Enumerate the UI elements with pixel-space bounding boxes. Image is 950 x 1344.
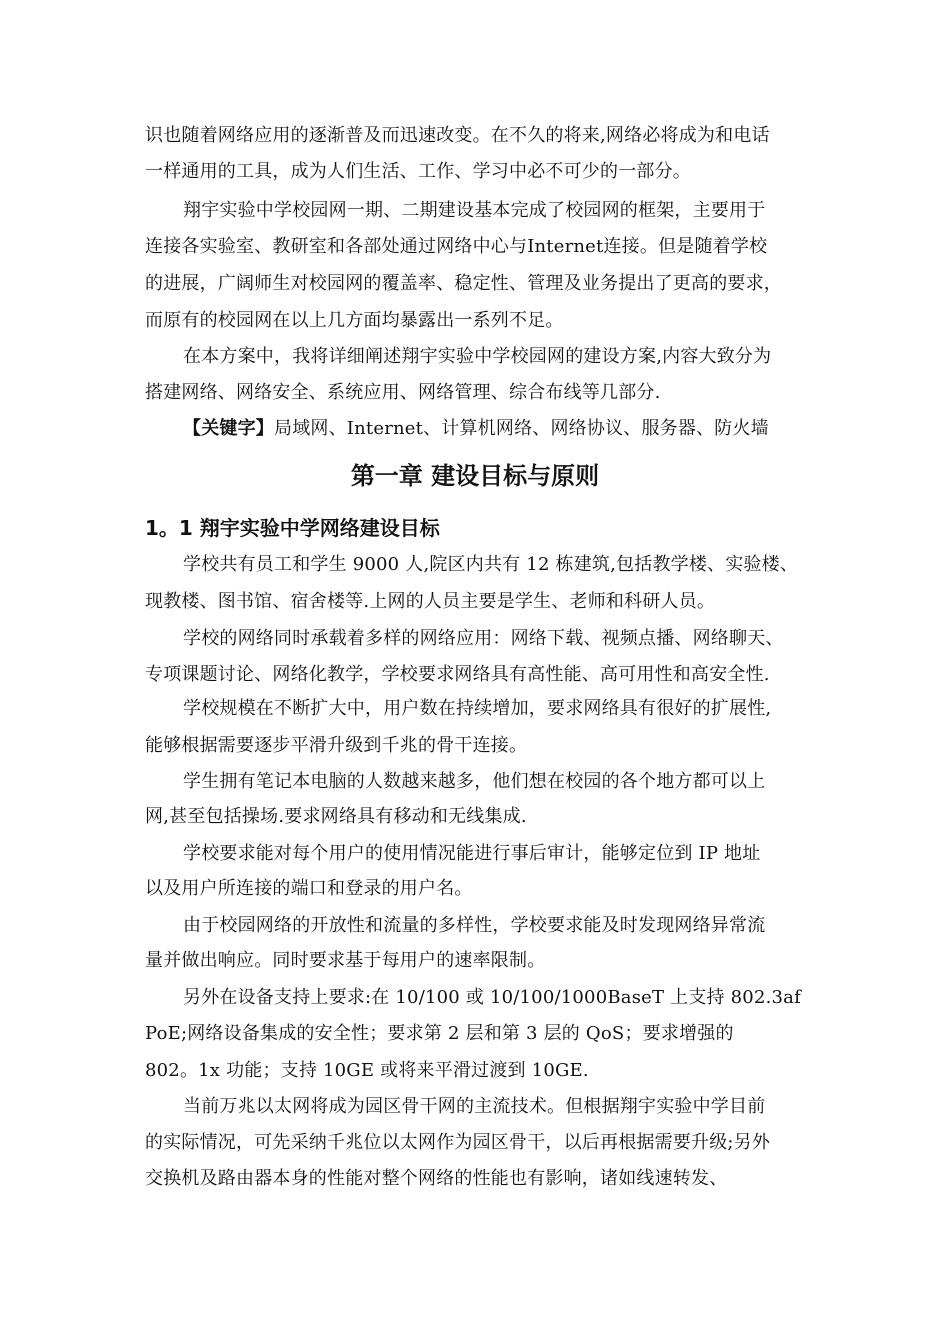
text-line: 在本方案中，我将详细阐述翔宇实验中学校园网的建设方案,内容大致分为: [183, 346, 772, 367]
text-line: 由于校园网络的开放性和流量的多样性，学校要求能及时发现网络异常流: [183, 915, 766, 936]
text-line: 学校规模在不断扩大中，用户数在持续增加，要求网络具有很好的扩展性,: [183, 698, 772, 719]
chapter-title: 第一章 建设目标与原则: [350, 462, 600, 490]
text-line: 网,甚至包括操场.要求网络具有移动和无线集成.: [145, 806, 527, 827]
text-line: 另外在设备支持上要求:在 10/100 或 10/100/1000BaseT 上支持 802.3af: [183, 987, 801, 1008]
text-line: 而原有的校园网在以上几方面均暴露出一系列不足。: [145, 310, 564, 331]
text-line: 搭建网络、网络安全、系统应用、网络管理、综合布线等几部分.: [145, 382, 661, 403]
text-line: 802。1x 功能；支持 10GE 或将来平滑过渡到 10GE.: [145, 1060, 589, 1081]
text-line: 以及用户所连接的端口和登录的用户名。: [145, 878, 473, 899]
text-line: 学校共有员工和学生 9000 人,院区内共有 12 栋建筑,包括教学楼、实验楼、: [183, 554, 799, 575]
text-line: 学校的网络同时承载着多样的网络应用：网络下载、视频点播、网络聊天、: [183, 628, 784, 649]
text-line: 识也随着网络应用的逐渐普及而迅速改变。在不久的将来,网络必将成为和电话: [145, 125, 770, 146]
text-line: 翔宇实验中学校园网一期、二期建设基本完成了校园网的框架，主要用于: [183, 200, 766, 221]
section-title: 1。1 翔宇实验中学网络建设目标: [145, 516, 440, 540]
text-line: PoE;网络设备集成的安全性；要求第 2 层和第 3 层的 QoS；要求增强的: [145, 1023, 734, 1044]
text-line: 一样通用的工具，成为人们生活、工作、学习中必不可少的一部分。: [145, 161, 691, 182]
text-line: 的进展，广阔师生对校园网的覆盖率、稳定性、管理及业务提出了更高的要求，: [145, 273, 782, 294]
keywords-text: 局域网、Internet、计算机网络、网络协议、服务器、防火墙: [274, 418, 769, 439]
text-line: 连接各实验室、教研室和各部处通过网络中心与Internet连接。但是随着学校: [145, 236, 768, 257]
text-line: 现教楼、图书馆、宿舍楼等.上网的人员主要是学生、老师和科研人员。: [145, 591, 716, 612]
keywords-label: 【关键字】: [183, 418, 274, 439]
text-line: 量并做出响应。同时要求基于每用户的速率限制。: [145, 950, 546, 971]
keywords-line: [183, 417, 769, 441]
text-line: 学生拥有笔记本电脑的人数越来越多，他们想在校园的各个地方都可以上: [183, 771, 766, 792]
text-line: 交换机及路由器本身的性能对整个网络的性能也有影响，诸如线速转发、: [145, 1168, 728, 1189]
text-line: 专项课题讨论、网络化教学，学校要求网络具有高性能、高可用性和高安全性.: [145, 664, 770, 685]
text-line: 学校要求能对每个用户的使用情况能进行事后审计，能够定位到 IP 地址: [183, 843, 761, 864]
text-line: 当前万兆以太网将成为园区骨干网的主流技术。但根据翔宇实验中学目前: [183, 1096, 766, 1117]
text-line: 的实际情况，可先采纳千兆位以太网作为园区骨干，以后再根据需要升级;另外: [145, 1132, 771, 1153]
text-line: 能够根据需要逐步平滑升级到千兆的骨干连接。: [145, 735, 528, 756]
